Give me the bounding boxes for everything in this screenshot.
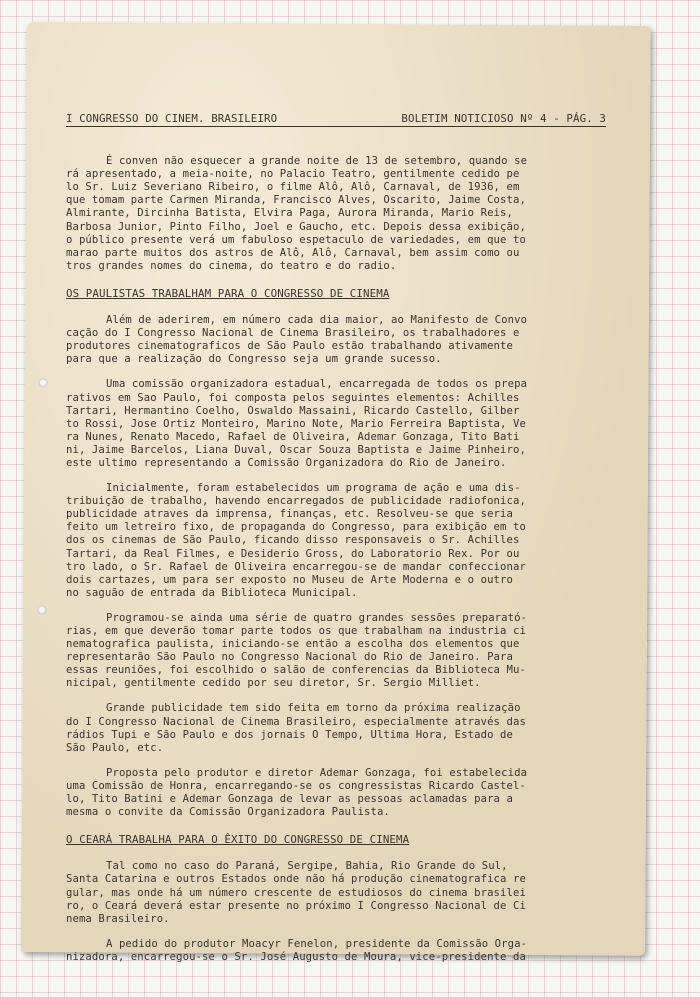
paragraph-ceara: Tal como no caso do Paraná, Sergipe, Bahia, Rio Grande do Sul, Santa Catarina e outros Estados onde não há produção cinematografica re gular, mas onde há um número crescente de estudiosos do cinema brasilei ro, o Ceará deverá estar presente no próximo I Congresso Nacional de Ci nema Brasileiro. bbox=[66, 860, 526, 925]
paragraph-publicity: Grande publicidade tem sido feita em torno da próxima realização do I Congresso Nacional de Cinema Brasileiro, especialmente através das rádios Tupi e São Paulo e dos jornais O Tempo, Ultima Hora, Estado de São Paulo, etc. bbox=[66, 702, 526, 754]
paragraph-fenelon: A pedido do produtor Moacyr Fenelon, presidente da Comissão Orga- nizadora, encarregou-se o Sr. José Augusto de Moura, vice-presidente da bbox=[66, 937, 528, 963]
paragraph-program: Inicialmente, foram estabelecidos um programa de ação e uma dis- tribuição de trabalho, havendo encarregados de publicidade radiofonica, publicidade atraves da imprensa, finanças, etc. Resolveu-se que seria feito um letreiro fixo, de propaganda do Congresso, para exibição em to dos os cinemas de São Paulo, ficando disso responsaveis o Sr. Achilles Tartari, da Real Filmes, e Desiderio Gross, do Laboratorio Rex. Por ou tro lado, o Sr. Rafael de Oliveira encarregou-se de mandar confeccionar dois cartazes, um para ser exposto no Museu de Arte Moderna e o outro no saguão de entrada da Biblioteca Municipal. bbox=[66, 482, 526, 599]
document-content bbox=[66, 112, 606, 976]
paragraph-honor-commission: Proposta pelo produtor e diretor Ademar Gonzaga, foi estabelecida uma Comissão de Honra, encarregando-se os congressistas Ricardo Castel- lo, Tito Batini e Ademar Gonzaga de levar as pessoas aclamadas para a mesma o convite da Comissão Organizadora Paulista. bbox=[66, 766, 528, 819]
paragraph-carnaval-screening: É conven não esquecer a grande noite de 13 de setembro, quando se rá apresentado, a meia-noite, no Palacio Teatro, gentilmente cedido pe lo Sr. Luiz Severiano Ribeiro, o filme Alô, Alô, Carnaval, de 1936, em que tomam parte Carmen Miranda, Francisco Alves, Oscarito, Jaime Costa, Almirante, Dircinha Batista, Elvira Paga, Aurora Miranda, Mario Reis, Barbosa Junior, Pinto Filho, Joel e Gaucho, etc. Depois dessa exibição, o público presente verá um fabuloso espetaculo de variedades, em que to marao parte muitos dos astros de Alô, Alô, Carnaval, bem assim como ou tros grandes nomes do cinema, do teatro e do radio. bbox=[66, 155, 528, 272]
punch-hole bbox=[37, 605, 46, 614]
paragraph-manifesto: Além de aderirem, em número cada dia maior, ao Manifesto de Convo cação do I Congresso Nacional de Cinema Brasileiro, os trabalhadores e produtores cinematograficos de São Paulo estão trabalhando ativamente para que a realização do Congresso seja um grande sucesso. bbox=[66, 314, 528, 366]
punch-hole bbox=[39, 378, 48, 387]
page-header bbox=[66, 112, 606, 127]
header-bulletin-page: BOLETIM NOTICIOSO Nº 4 - PÁG. 3 bbox=[401, 112, 606, 125]
section-title-paulistas: OS PAULISTAS TRABALHAM PARA O CONGRESSO DE CINEMA bbox=[66, 286, 390, 300]
header-title: I CONGRESSO DO CINEM. BRASILEIRO bbox=[66, 112, 278, 125]
paragraph-commission: Uma comissão organizadora estadual, encarregada de todos os prepa rativos em Sao Paulo, foi composta pelos seguintes elementos: Achilles Tartari, Hermantino Coelho, Oswaldo Massaini, Ricardo Castello, Gilber to Rossi, Jose Ortiz Monteiro, Marino Note, Mario Ferreira Baptista, Ve ra Nunes, Renato Macedo, Rafael de Oliveira, Ademar Gonzaga, Tito Bati ni, Jaime Barcelos, Liana Duval, Oscar Souza Baptista e Jaime Pinheiro, este ultimo representando a Comissão Organizadora do Rio de Janeiro. bbox=[66, 378, 528, 469]
section-title-ceara: O CEARÁ TRABALHA PARA O ÊXITO DO CONGRESSO DE CINEMA bbox=[66, 833, 410, 847]
paragraph-sessions: Programou-se ainda uma série de quatro grandes sessões preparató- rias, em que deverão tomar parte todos os que trabalham na industria ci nematografica paulista, iniciando-se então a escolha dos elementos que representarão São Paulo no Congresso Nacional do Rio de Janeiro. Para essas reuniões, foi escolhido o salão de conferencias da Biblioteca Mu- nicipal, gentilmente cedido por seu diretor, Sr. Sergio Milliet. bbox=[66, 611, 528, 690]
